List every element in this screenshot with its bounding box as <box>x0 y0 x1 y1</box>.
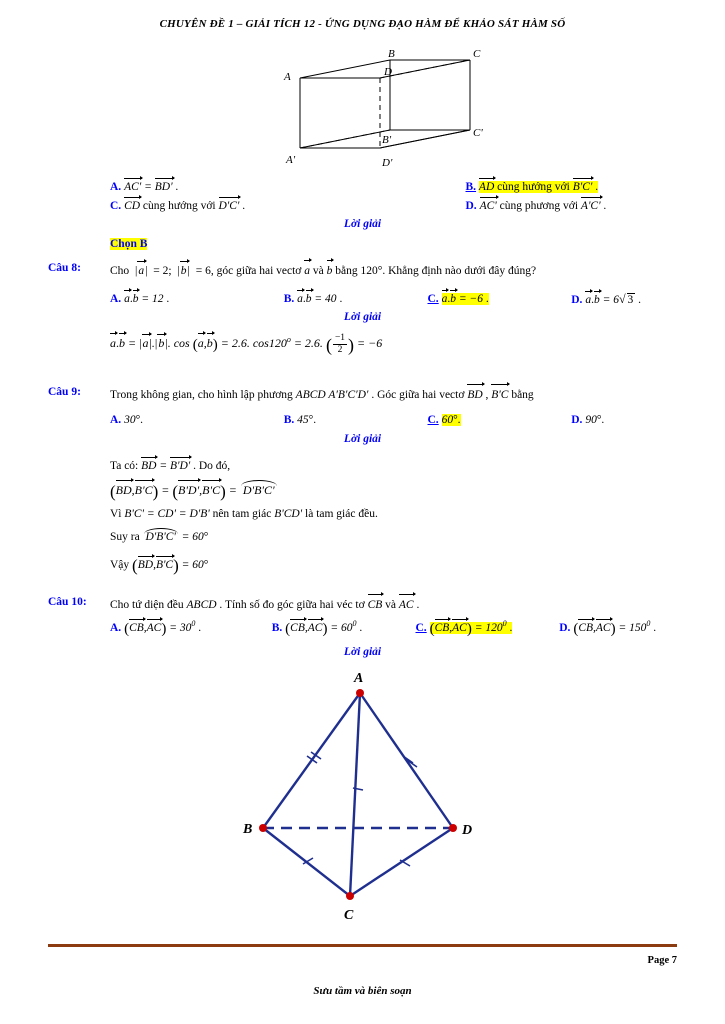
svg-text:B: B <box>243 822 253 837</box>
svg-text:B': B' <box>382 134 392 146</box>
q10-loigiai: Lời giải <box>343 646 382 658</box>
svg-text:A': A' <box>286 154 296 166</box>
q7-option-d[interactable]: D. AC' cùng phương với A'C' . <box>465 200 607 212</box>
q10-option-d[interactable]: D. $(CB,AC) = 150^0$ . <box>559 619 657 637</box>
svg-text:D: D <box>462 823 473 838</box>
q10-option-a[interactable]: A. $(CB,AC) = 30^0$ . <box>110 619 202 637</box>
q8-options <box>110 292 685 307</box>
cube-figure <box>270 48 500 173</box>
tetrahedron-figure <box>215 668 515 930</box>
q10-option-b[interactable]: B. $(CB,AC) = 60^0$ . <box>271 619 363 637</box>
q8-option-b[interactable]: B. a.b = 40 . <box>283 293 343 305</box>
q9-option-b[interactable]: B. 45°. <box>283 414 317 426</box>
q7-option-a[interactable]: A. AC' = BD' . <box>110 181 179 193</box>
footer-divider <box>48 944 677 947</box>
svg-text:C: C <box>473 48 481 60</box>
q8-option-c[interactable]: C. a.b = −6 . <box>427 293 489 305</box>
q9-line-1: Ta có: BD = B'D' . Do đó, <box>110 460 231 472</box>
question-stem-9: Trong không gian, cho hình lập phương ABCD A′B′C′D′ . Góc giữa hai vectơ BD , B'C bằng <box>110 386 677 404</box>
question-label-9: Câu 9: <box>48 386 81 398</box>
q9-line-3: Vì B'C' = CD' = D'B' nên tam giác B'CD' là tam giác đều. <box>110 508 378 520</box>
q7-chon: Chọn B <box>110 238 148 250</box>
svg-text:A: A <box>354 671 364 686</box>
q10-option-c[interactable]: C. $(CB,AC) = 120^0$ . <box>415 619 513 637</box>
q9-line-2: (BD,B'C) = (B'D',B'C) = D'B'C' <box>110 482 278 501</box>
svg-text:D: D <box>384 66 392 78</box>
svg-text:C': C' <box>473 127 483 139</box>
question-stem-8: Cho |a| = 2; |b| = 6, góc giữa hai vectơ a và b bằng 120°. Khẳng định nào dưới đây đúng? <box>110 262 677 280</box>
q9-loigiai: Lời giải <box>343 433 382 445</box>
q8-option-d[interactable]: D. a.b = 6√ 3 . <box>571 292 642 306</box>
q9-option-d[interactable]: D. 90°. <box>571 414 605 426</box>
svg-text:B: B <box>388 48 395 60</box>
question-label-8: Câu 8: <box>48 262 81 274</box>
q8-loigiai: Lời giải <box>343 311 382 323</box>
question-label-10: Câu 10: <box>48 596 87 608</box>
q7-option-b[interactable]: B. AD cùng hướng với B'C' . <box>465 181 599 193</box>
page-header: CHUYÊN ĐỀ 1 – GIẢI TÍCH 12 - ỨNG DỤNG ĐẠO HÀM ĐỂ KHẢO SÁT HÀM SỐ <box>159 18 566 30</box>
q9-options <box>110 414 685 426</box>
q7-options-row1 <box>110 180 685 193</box>
q9-line-4: Suy ra D'B'C' = 60° <box>110 531 209 543</box>
q10-options <box>110 619 685 638</box>
svg-text:C: C <box>344 908 354 923</box>
svg-text:A: A <box>284 71 291 83</box>
svg-text:D': D' <box>382 157 393 169</box>
q7-option-c[interactable]: C. CD cùng hướng với D'C' . <box>110 200 246 212</box>
q7-options-row2 <box>110 199 685 212</box>
footer-credit: Sưu tầm và biên soạn <box>313 985 412 997</box>
question-stem-10: Cho tứ diện đều ABCD . Tính số đo góc giữa hai véc tơ CB và AC . <box>110 596 677 614</box>
page-number: Page 7 <box>647 955 677 966</box>
q7-loigiai: Lời giải <box>343 218 382 230</box>
q8-option-a[interactable]: A. a.b = 12 . <box>110 293 170 305</box>
q9-option-a[interactable]: A. 30°. <box>110 414 144 426</box>
q8-work: a.b = |a|.|b|. cos (a,b) = 2.6. $\cos 120^o = 2.6$. ( $\frac{-1}{2}$ ) = −6 <box>110 333 383 356</box>
q9-option-c[interactable]: C. 60°. <box>427 414 461 426</box>
q9-line-5: Vậy (BD,B'C) = 60° <box>110 556 209 575</box>
